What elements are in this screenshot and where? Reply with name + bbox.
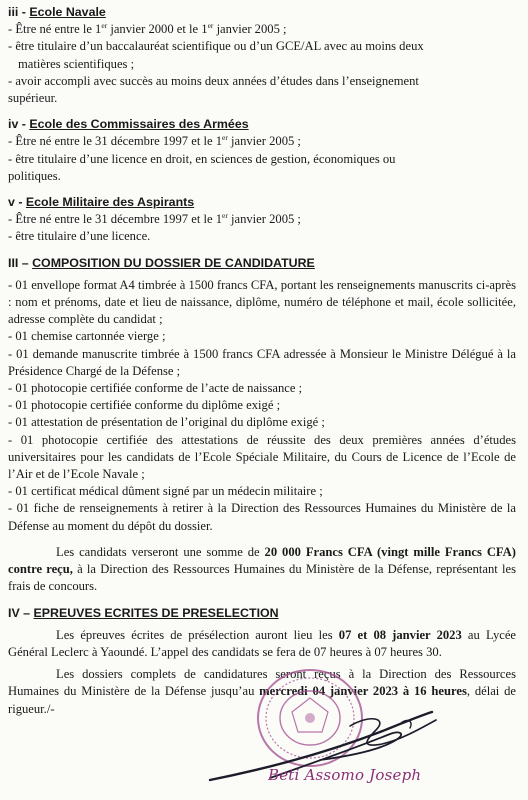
exam-dates: 07 et 08 janvier 2023 bbox=[338, 627, 462, 642]
text: Les candidats verseront une somme de bbox=[56, 544, 265, 559]
deadline-date: mercredi 04 janvier 2023 à 16 heures bbox=[259, 684, 467, 699]
dossier-item: - 01 photocopie certifiée des attestations de réussite des deux premières années d’études universitaires pour les candidats de l’Ecole Spéciale Militaire, du Cours de Licence de l’Ecole de l’Air et de l’Ecole Navale ; bbox=[8, 432, 516, 482]
superscript: er bbox=[207, 21, 214, 31]
text: Les épreuves écrites de présélection auront lieu les bbox=[56, 627, 339, 642]
superscript: er bbox=[101, 21, 108, 31]
s3-line-2b: matières scientifiques ; bbox=[18, 56, 135, 71]
section-IV-prefix: IV – bbox=[8, 605, 34, 620]
document-page bbox=[8, 4, 516, 718]
text: janvier 2000 et le 1 bbox=[110, 22, 208, 37]
section-IV-title bbox=[8, 605, 516, 622]
section-iii-name: Ecole Navale bbox=[29, 5, 106, 19]
s4-line-1 bbox=[8, 133, 516, 150]
dossier-item: - 01 demande manuscrite timbrée à 1500 francs CFA adressée à Monsieur le Ministre Délégué à la Présidence Chargé de la Défense ; bbox=[8, 346, 516, 378]
s3-line-2: - être titulaire d’un baccalauréat scientifique ou d’un GCE/AL avec au moins deux bbox=[8, 39, 424, 54]
dossier-item: - 01 attestation de présentation de l’original du diplôme exigé ; bbox=[8, 415, 325, 430]
fees-paragraph bbox=[8, 544, 516, 596]
dossier-item: - 01 photocopie certifiée conforme du diplôme exigé ; bbox=[8, 398, 281, 413]
section-iv-title bbox=[8, 116, 516, 133]
section-iv-prefix: iv - bbox=[8, 117, 30, 132]
fee-amount: 20 000 Francs CFA (vingt mille Francs CFA) contre reçu, bbox=[8, 544, 516, 577]
s4-line-2b: politiques. bbox=[8, 168, 61, 183]
dossier-item: - 01 chemise cartonnée vierge ; bbox=[8, 329, 166, 344]
dossier-item: - 01 fiche de renseignements à retirer à la Direction des Ressources Humaines du Ministère de la Défense au moment du dépôt du dossier. bbox=[8, 501, 516, 533]
text: - Être né entre le 31 décembre 1997 et le 1 bbox=[8, 134, 222, 149]
section-iii-title bbox=[8, 4, 516, 21]
s3-line-3b: supérieur. bbox=[8, 91, 58, 106]
s3-line-3: - avoir accompli avec succès au moins deux années d’études dans l’enseignement bbox=[8, 73, 419, 88]
text: Les dossiers complets de candidatures seront reçus à la Direction des Ressources Humaines du Ministère de la Défense jusqu’au bbox=[8, 667, 516, 699]
superscript: er bbox=[222, 133, 228, 143]
text: janvier 2005 ; bbox=[216, 22, 287, 37]
s3-line-1 bbox=[8, 21, 516, 38]
dossier-item: - 01 envellope format A4 timbrée à 1500 francs CFA, portant les renseignements manuscrits ci-après : nom et prénoms, date et lieu de naissance, diplôme, numéro de téléphone et mail, école sollicitée, adresse complète du candidat ; bbox=[8, 277, 516, 327]
text: - Être né entre le 1 bbox=[8, 22, 102, 37]
text: au Lycée Général Leclerc à Yaoundé. L’appel des candidats se fera de 07 heures à 07 heures 30. bbox=[8, 627, 517, 659]
text: à la Direction des Ressources Humaines du Ministère de la Défense, représentant les frais de concours. bbox=[8, 562, 516, 594]
section-IV-name: EPREUVES ECRITES DE PRESELECTION bbox=[33, 605, 279, 620]
s4-line-2: - être titulaire d’une licence en droit, en sciences de gestion, économiques ou bbox=[8, 151, 396, 166]
section-iv-name: Ecole des Commissaires des Armées bbox=[29, 117, 249, 132]
text: janvier 2005 ; bbox=[230, 212, 301, 227]
dossier-item: - 01 photocopie certifiée conforme de l’acte de naissance ; bbox=[8, 381, 303, 396]
text: , délai de rigueur./- bbox=[8, 684, 516, 716]
text: janvier 2005 ; bbox=[230, 134, 301, 149]
superscript: er bbox=[222, 211, 228, 221]
text: - Être né entre le 31 décembre 1997 et le 1 bbox=[8, 212, 222, 227]
section-iii-prefix: iii - bbox=[8, 5, 30, 19]
dossier-item: - 01 certificat médical dûment signé par un médecin militaire ; bbox=[8, 484, 323, 499]
s5-line-1 bbox=[8, 211, 516, 228]
section-v-name: Ecole Militaire des Aspirants bbox=[25, 195, 195, 210]
section-III-name: COMPOSITION DU DOSSIER DE CANDIDATURE bbox=[32, 255, 315, 270]
s5-line-2: - être titulaire d’une licence. bbox=[8, 229, 151, 244]
section-III-title bbox=[8, 255, 516, 272]
signatory-name: Beti Assomo Joseph bbox=[268, 766, 422, 784]
section-III-prefix: III – bbox=[8, 255, 33, 270]
exam-paragraph bbox=[8, 627, 516, 661]
section-v-title bbox=[8, 194, 516, 211]
section-v-prefix: v - bbox=[8, 195, 26, 210]
